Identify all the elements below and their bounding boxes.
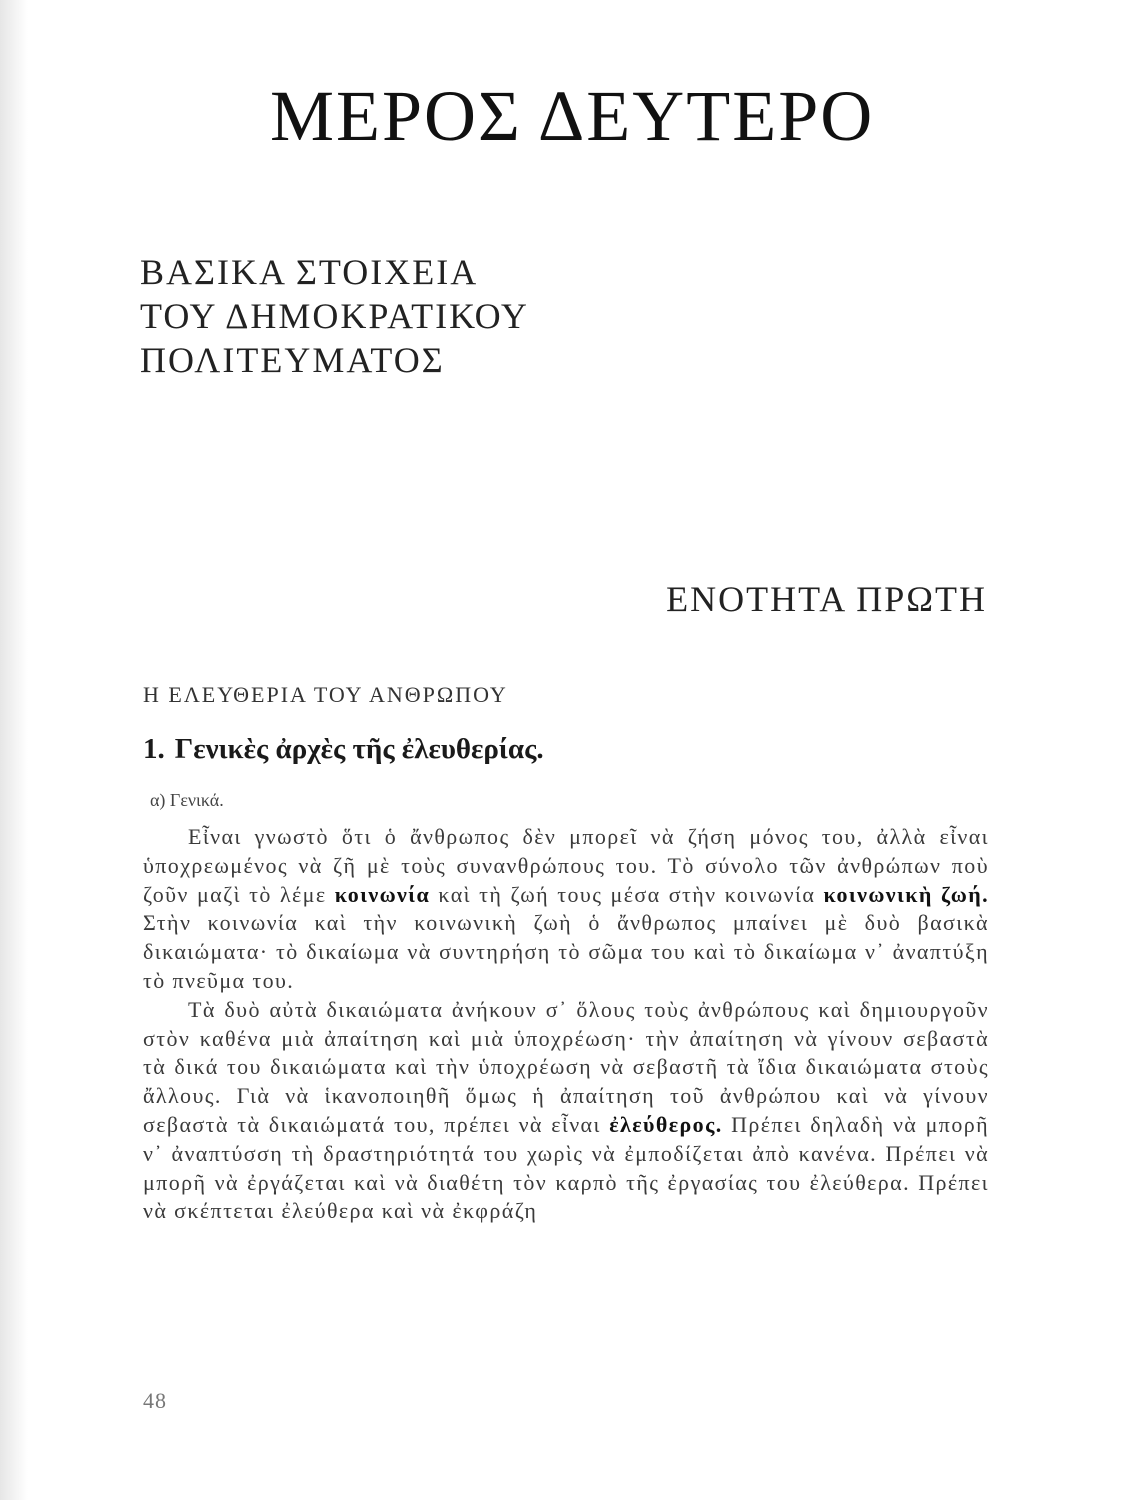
bold-term: κοινωνία bbox=[334, 881, 431, 907]
subtitle-line: ΠΟΛΙΤΕΥΜΑΤΟΣ bbox=[140, 340, 445, 380]
text-run: Εἶναι γνωστὸ ὅτι ὁ ἄνθρωπος δὲν μπορεῖ νὰ ζήση μόνος του, ἀλλὰ εἶναι ὑποχρεωμένος νὰ ζῆ μὲ τοὺς συνανθρώπους του. Τὸ σύνολο τῶν ἀνθρώπων ποὺ ζοῦν μαζὶ τὸ λέμε bbox=[143, 824, 989, 907]
bold-term: ἐλεύθερος. bbox=[609, 1111, 723, 1137]
text-run: Τὰ δυὸ αὐτὰ δικαιώματα ἀνήκουν σ᾽ ὅλους τοὺς ἀνθρώπους καὶ δημιουργοῦν στὸν καθένα μιὰ ἀπαίτηση καὶ μιὰ ὑποχρέωση· τὴν ἀπαίτηση νὰ γίνουν σεβαστὰ τὰ δικά του δικαιώματα καὶ τὴν ὑποχρέωση νὰ σεβαστῆ τὰ ἴδια δικαιώματα στοὺς ἄλλους. Γιὰ νὰ ἱκανοποιηθῆ ὅμως ἡ ἀπαίτηση τοῦ ἀνθρώπου καὶ νὰ γίνουν σεβαστὰ τὰ δικαιώματά του, πρέπει νὰ εἶναι bbox=[143, 996, 989, 1137]
part-subtitle bbox=[140, 250, 529, 382]
text-run: Στὴν κοινωνία καὶ τὴν κοινωνικὴ ζωὴ ὁ ἄνθρωπος μπαίνει μὲ δυὸ βασικὰ δικαιώματα· τὸ δικαίωμα νὰ συντηρήση τὸ σῶμα του καὶ τὸ δικαίωμα ν᾽ ἀναπτύξη τὸ πνεῦμα του. bbox=[143, 910, 989, 993]
unit-title: ΕΝΟΤΗΤΑ ΠΡΩΤΗ bbox=[666, 579, 987, 619]
text-run: Πρέπει δηλαδὴ νὰ μπορῆ ν᾽ ἀναπτύσση τὴ δραστηριότητά του χωρὶς νὰ ἐμποδίζεται ἀπὸ κανένα. Πρέπει νὰ μπορῆ νὰ ἐργάζεται καὶ νὰ διαθέτη τὸν καρπὸ τῆς ἐργασίας του ἐλεύθερα. Πρέπει νὰ σκέπτεται ἐλεύθερα καὶ νὰ ἐκφράζη bbox=[143, 1111, 990, 1224]
page-number: 48 bbox=[143, 1388, 167, 1413]
heading-number: 1. bbox=[143, 733, 165, 765]
paragraph bbox=[143, 996, 989, 1226]
bold-term: κοινωνικὴ ζωή. bbox=[823, 881, 989, 907]
numbered-heading bbox=[143, 733, 544, 766]
body-text bbox=[143, 823, 989, 1226]
part-title: ΜΕΡΟΣ ΔΕΥΤΕΡΟ bbox=[270, 76, 875, 156]
section-heading: Η ΕΛΕΥΘΕΡΙΑ ΤΟΥ ΑΝΘΡΩΠΟΥ bbox=[143, 682, 508, 707]
sub-heading: α) Γενικά. bbox=[150, 790, 224, 810]
subtitle-line: ΒΑΣΙΚΑ ΣΤΟΙΧΕΙΑ bbox=[140, 252, 479, 292]
text-run: καὶ τὴ ζωή τους μέσα στὴν κοινωνία bbox=[430, 881, 824, 907]
subtitle-line: ΤΟΥ ΔΗΜΟΚΡΑΤΙΚΟΥ bbox=[140, 296, 529, 336]
paragraph bbox=[143, 823, 989, 996]
page-edge-shadow bbox=[0, 0, 28, 1500]
heading-text: Γενικὲς ἀρχὲς τῆς ἐλευθερίας. bbox=[174, 733, 544, 765]
